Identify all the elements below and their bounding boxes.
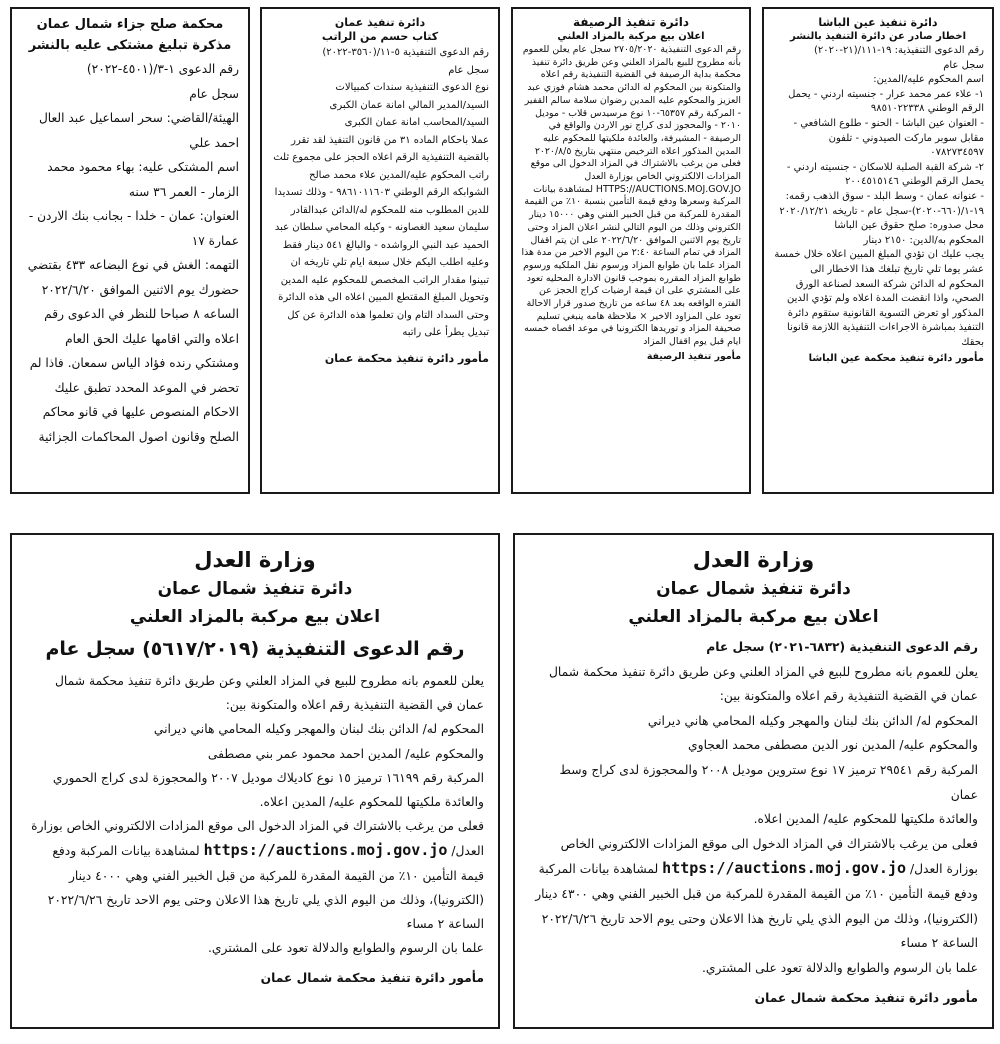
notice-line: المحكوم به/الدين: ٢١٥٠ دينار (863, 234, 984, 246)
ministry-heading: وزارة العدل (194, 548, 316, 572)
notice-footer: مأمور دائرة تنفيذ محكمة شمال عمان (260, 971, 484, 986)
notice-paragraph (26, 814, 484, 936)
auction-url: https://auctions.moj.gov.jo (662, 859, 907, 878)
notice-amman-salary (260, 7, 500, 494)
notice-line: عملا باحكام الماده ٣١ من قانون التنفيذ لقد تقرر بالقضية التنفيذية الرقم اعلاه الحجز على مجموع ثلث راتب المحكوم عليه/المدين علاء محمد صالح الشوابكه الرقم الوطني ٩٨٦١٠١١٦٠٣ - وذلك تسديدا للدين المطلوب منه للمحكوم له/الدائن عبدالقادر سليمان سعيد الغصاونه - وكيله المحامي سلطان عبد الحميد عبد النبي الرواشده - والبالغ ٥٤١ دينار فقط (273, 134, 489, 251)
notice-line: السيد/المدير المالي امانة عمان الكبرى (329, 99, 489, 111)
notice-ain-basha (762, 7, 994, 494)
notice-header: دائرة تنفيذ عمان (334, 16, 426, 29)
notice-line: التهمه: الغش في نوع البضاعه ٤٣٣ بقتضي حضورك يوم الاثنين الموافق ٢٠٢٢/٦/٢٠ الساعه ٨ صباحا للنظر في الدعوى رقم اعلاه والتي اقامها عليك الحق العام ومشتكي رنده فؤاد الياس سمعان. فاذا لم تحضر في الموعد المحدد تطبق عليك الاحكام المنصوص عليها في قانو محاكم الصلح وقانون اصول المحاكمات الجزائية (27, 258, 239, 444)
notice-paragraph: والعائدة ملكيتها للمحكوم عليه/ المدين اعلاه. (259, 795, 484, 810)
notice-subheader: اعلان بيع مركبة بالمزاد العلني (557, 31, 705, 42)
paragraph-text: فعلى من يرغب بالاشتراك في المزاد الدخول الى موقع المزادات الالكتروني الخاص بوزارة العدل/ (31, 819, 484, 859)
notice-footer: مأمور دائرة تنفيذ محكمة شمال عمان (754, 991, 978, 1006)
case-number: رقم الدعوى التنفيذية (٦٨٣٢-٢٠٢١) سجل عام (706, 640, 978, 654)
notice-line: سجل عام (189, 86, 239, 101)
notice-line: اسم المحكوم عليه/المدين: (873, 74, 984, 86)
notice-line: رقم الدعوى التنفيذية: ١٩-١١١/(٢١-٢٠٢٠) (813, 45, 984, 56)
paragraph-text: لمشاهدة بيانات المركبة ودفع قيمة التأمين ١٠٪ من القيمة المقدرة للمركبة من قبل الخبير الفني وهي ٤٠٠٠ دينار (الكترونيا)، وذلك من اليوم الذي يلي تاريخ هذا الاعلان وحتى يوم الاحد تاريخ ٢٠٢٢/٦/٢٦ الساعة ٢ مساء (47, 844, 484, 932)
notice-line: - عنوانه عمان - وسط البلد - سوق الذهب رقمه: ١٩-١/(٦٦٠-٢٠٢٠)-سجل عام - تاريخه ٢٠٢٠/١٢/٢١ (779, 190, 984, 217)
notice-paragraph: علما بان الرسوم والطوابع والدلالة تعود على المشتري. (208, 941, 484, 956)
notice-line: ٢- شركة القبة الصلبة للاسكان - جنسيته اردني - يحمل الرقم الوطني ٢٠٠٤٥١٥١٤٦ (786, 161, 984, 188)
notice-body: رقم الدعوى التنفيذية ٢٧٠٥/٢٠٢٠ سجل عام يعلن للعموم بأنه مطروح للبيع بالمزاد العلني وعن طريق دائرة تنفيذ محكمة بداية الرصيفة في القضية التنفيذية رقم اعلاه والمتكونة بين المحكوم له الدائن محمد هشام فوزي عبد العزيز والمحكوم عليه المدين رضوان سلامة سالم القفير - المركبة رقم ٦٥٣٥٧-١٠ نوع مرسيدس قلاب - موديل ٢٠١٠ - والمحجوز لدى كراج نور الاردن والواقع في الرصيفة - المشيرفة، والعائدة ملكيتها للمحكوم عليه المدين المذكور اعلاه الترخيص منتهي بتاريخ ٢٠٢٠/٨/٥ فعلى من يرغب بالاشتراك في المزاد الدخول الى موقع المزادات الالكتروني الخاص بوزارة العدل HTTPS://AUCTIONS.MOJ.GOV.JO لمشاهدة بيانات المركبة وسعرها ودفع قيمة التأمين بنسبة ١٠٪ من القيمة المقدرة للمركبة من قبل الخبير الفني وهي ١٥٠٠٠ دينار الكتروني وذلك من اليوم التالي لنشر اعلان المزاد وحتى تاريخ يوم الاثنين الموافق ٢٠٢٢/٦/٢٠ على ان يتم اقفال المزاد في تمام الساعة ٢:٤٠ من اليوم الاخير من مدة هذا المزاد علما بان طوابع المزاد ورسوم نقل الملكيه ورسوم طوابع المزاد المقرره بموجب قانون الادارة المحليه تعود على المشتري على ان قيمة ارضيات كراج الحجز عن الفتره الواقعه بعد ٤٨ ساعه من تاريخ صدور قرار الاحالة تعود على المزاود الاخير × ملاحظة هامه ينبغي تسليم صحيفة المزاد و توريدها الكترونيا في موعد اقصاه خمسه ايام قبل يوم اقفال المزاد (521, 44, 741, 348)
paragraph-text: لمشاهدة بيانات المركبة ودفع قيمة التأمين ١٠٪ من القيمة المقدرة للمركبة من قبل الخبير الفني وهي ٤٣٠٠ دينار (الكترونيا)، وذلك من اليوم الذي يلي تاريخ هذا الاعلان وحتى يوم الاحد تاريخ ٢٠٢٢/٦/٢٦ الساعة ٢ مساء (535, 862, 978, 951)
notice-paragraph: يعلن للعموم بانه مطروح للبيع في المزاد العلني وعن طريق دائرة تنفيذ محكمة شمال عمان في القضية التنفيذية رقم اعلاه والمتكونة بين: (549, 664, 978, 704)
notice-line: ١- علاء عمر محمد عرار - جنسيته اردني - يحمل الرقم الوطني ٩٨٥١٠٢٢٣٣٨ (788, 88, 984, 115)
notice-line: سجل عام (448, 64, 489, 76)
notice-paragraph: المركبة رقم ١٦١٩٩ ترميز ١٥ نوع كاديلاك موديل ٢٠٠٧ والمحجوزة لدى كراج الحموري (52, 770, 484, 785)
paragraph-text: فعلى من يرغب بالاشتراك في المزاد الدخول الى موقع المزادات الالكتروني الخاص بوزارة العدل/ (560, 836, 978, 877)
notice-paragraph: المحكوم له/ الدائن بنك لبنان والمهجر وكيله المحامي هاني ديراني (153, 722, 484, 737)
notice-paragraph (529, 832, 978, 956)
notice-line: الهيئة/القاضي: سحر اسماعيل عبد العال احمد علي (38, 111, 239, 150)
case-number: رقم الدعوى التنفيذية (٥٦١٧/٢٠١٩) سجل عام (45, 638, 465, 660)
notice-line: - العنوان عين الباشا - الحنو - طلوع الشافعي - مقابل سوبر ماركت الصيدوني - تلفون ٠٧٨٢٧٣٤٥٩٧ (793, 117, 984, 159)
notice-footer: مأمور دائرة تنفيذ محكمة عمان (324, 351, 489, 365)
notice-line: رقم الدعوى التنفيذية ٥-١١/(٣٥٦٠-٢٠٢٢) (322, 47, 489, 58)
ministry-heading: وزارة العدل (692, 548, 815, 572)
notice-line: العنوان: عمان - خلدا - بجانب بنك الاردن - عمارة ١٧ (28, 209, 239, 248)
notice-line: رقم الدعوى ١-٣/(٤٥٠١-٢٠٢٢) (86, 62, 239, 76)
notice-subheader: كتاب حسم من الراتب (321, 30, 439, 43)
notice-title: اعلان بيع مركبة بالمزاد العلني (129, 607, 381, 627)
notice-title: اعلان بيع مركبة بالمزاد العلني (628, 607, 879, 627)
department-heading: دائرة تنفيذ شمال عمان (656, 579, 851, 599)
notice-paragraph: المركبة رقم ٢٩٥٤١ ترميز ١٧ نوع ستروين موديل ٢٠٠٨ والمحجوزة لدى كراج وسط عمان (559, 762, 978, 802)
notice-line: يجب عليك ان تؤدي المبلغ المبين اعلاه خلال خمسة عشر يوما تلي تاريخ تبلغك هذا الاخطار الى المحكوم له الدائن شركة السعد لصناعة الورق الصحي، واذا انقضت المدة اعلاه ولم تؤدي الدين المذكور او تعرض التسوية القانونية ستقوم دائرة التنفيذ بمباشرة الاجراءات التنفيذية اللازمة قانونا بحقك (774, 249, 984, 348)
notice-header: محكمة صلح جزاء شمال عمان (36, 17, 224, 32)
notice-paragraph: والمحكوم عليه/ المدين احمد محمود عمر بني مصطفى (207, 746, 484, 761)
notice-north-court (10, 7, 250, 494)
department-heading: دائرة تنفيذ شمال عمان (157, 579, 353, 599)
auction-url: https://auctions.moj.gov.jo (203, 841, 448, 860)
notice-line: نوع الدعوى التنفيذية سندات كمبيالات (335, 82, 489, 93)
notice-sale-2021 (513, 533, 994, 1029)
notice-footer: مأمور دائرة تنفيذ محكمة عين الباشا (808, 353, 984, 365)
notice-line: محل صدوره: صلح حقوق عين الباشا (834, 220, 984, 232)
notice-rusaifa (511, 7, 751, 494)
notice-sale-2019 (10, 533, 500, 1029)
notice-subheader: اخطار صادر عن دائرة التنفيذ بالنشر (789, 31, 966, 42)
notice-line: السيد/المحاسب امانة عمان الكبرى (344, 117, 489, 128)
notice-footer: مأمور تنفيذ الرصيفة (646, 350, 741, 362)
notice-paragraph: والمحكوم عليه/ المدين نور الدين مصطفى محمد العجاوي (688, 738, 978, 753)
notice-paragraph: المحكوم له/ الدائن بنك لبنان والمهجر وكيله المحامي هاني ديراني (647, 713, 978, 728)
notice-header: دائرة تنفيذ الرصيفة (572, 15, 690, 29)
notice-paragraph: والعائدة ملكيتها للمحكوم عليه/ المدين اعلاه. (753, 812, 978, 827)
notice-line: اسم المشتكى عليه: بهاء محمود محمد الزمار - العمر ٣٦ سنه (47, 160, 239, 199)
notice-line: وعليه اطلب اليكم خلال سبعة ايام تلي تاريخه ان تبينوا مقدار الراتب المخصص للمحكوم عليه المدين وتحويل المبلغ المقتطع المبين اعلاه الى هذه الدائرة وحتى السداد التام وان تعلموا هذه الدائرة عن كل تبديل يطرأ على راتبه (278, 257, 489, 338)
notice-paragraph: علما بان الرسوم والطوابع والدلالة تعود على المشتري. (702, 960, 978, 975)
notice-subheader: مذكرة تبليغ مشتكى عليه بالنشر (28, 38, 232, 53)
notice-header: دائرة تنفيذ عين الباشا (818, 16, 938, 29)
notice-paragraph: يعلن للعموم بانه مطروح للبيع في المزاد العلني وعن طريق دائرة تنفيذ محكمة شمال عمان في القضية التنفيذية رقم اعلاه والمتكونة بين: (55, 674, 484, 713)
notice-line: سجل عام (943, 59, 984, 71)
